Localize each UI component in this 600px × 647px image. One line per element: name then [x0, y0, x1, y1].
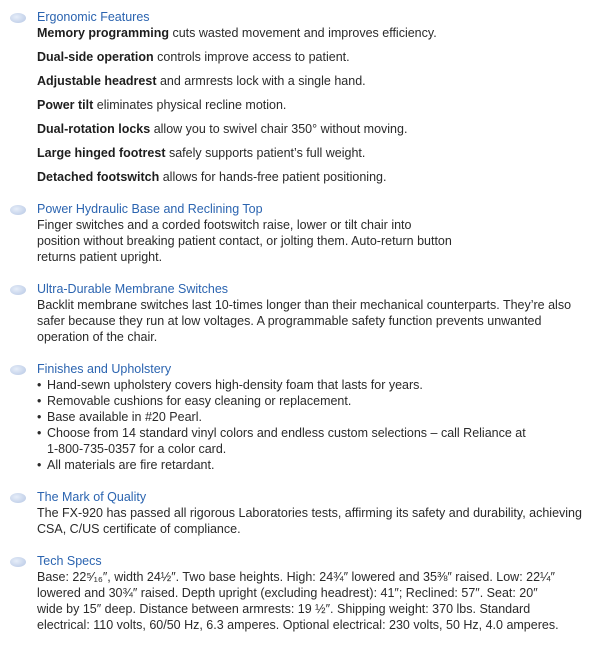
- finishes-list: [37, 377, 593, 473]
- section-heading: The Mark of Quality: [37, 490, 147, 504]
- body-line: safer because they run at low voltages. A programmable safety function prevents unwanted: [37, 314, 542, 328]
- feature-adjustable-headrest: Adjustable headrest and armrests lock with a single hand.: [37, 74, 366, 88]
- list-item: [37, 425, 593, 457]
- section-heading: Tech Specs: [37, 554, 102, 568]
- section-heading: Finishes and Upholstery: [37, 362, 172, 376]
- body-line: position without breaking patient contact, or jolting them. Auto-return button: [37, 234, 452, 248]
- section-mark-of-quality: [0, 489, 600, 539]
- list-item-text: • Choose from 14 standard vinyl colors and endless custom selections – call Reliance at: [47, 426, 526, 440]
- section-tech-specs: [0, 553, 600, 635]
- section-membrane-switches: [0, 281, 600, 347]
- body-line: operation of the chair.: [37, 330, 158, 344]
- section-finishes-upholstery: [0, 361, 600, 475]
- feature-dual-side-operation: Dual-side operation controls improve access to patient.: [37, 50, 350, 64]
- section-power-hydraulic: [0, 201, 600, 267]
- list-item: • Base available in #20 Pearl.: [37, 409, 593, 425]
- feature-dual-rotation-locks: Dual-rotation locks allow you to swivel chair 350° without moving.: [37, 122, 408, 136]
- section-body: [37, 569, 593, 633]
- feature-memory-programming: Memory programming cuts wasted movement and improves efficiency.: [37, 26, 437, 40]
- list-item: • Removable cushions for easy cleaning or replacement.: [37, 393, 593, 409]
- section-bullet-icon: [10, 285, 26, 295]
- section-ergonomic-features: [0, 9, 600, 185]
- feature-detached-footswitch: Detached footswitch allows for hands-free patient positioning.: [37, 170, 387, 184]
- section-body: [37, 217, 593, 265]
- list-item: • Hand-sewn upholstery covers high-density foam that lasts for years.: [37, 377, 593, 393]
- body-line: Backlit membrane switches last 10-times longer than their mechanical counterparts. They’re also: [37, 298, 572, 312]
- body-line: The FX-920 has passed all rigorous Laboratories tests, affirming its safety and durability, achieving: [37, 506, 582, 520]
- section-heading: Ergonomic Features: [37, 10, 150, 24]
- section-body: [37, 297, 593, 345]
- body-line: electrical: 110 volts, 60/50 Hz, 6.3 amperes. Optional electrical: 230 volts, 50 Hz, 4.0 amperes.: [37, 618, 559, 632]
- body-line: wide by 15″ deep. Distance between armrests: 19 ½″. Shipping weight: 370 lbs. Standard: [37, 602, 531, 616]
- feature-large-hinged-footrest: Large hinged footrest safely supports patient’s full weight.: [37, 146, 366, 160]
- body-line: CSA, C/US certificate of compliance.: [37, 522, 241, 536]
- body-line: Finger switches and a corded footswitch raise, lower or tilt chair into: [37, 218, 412, 232]
- section-bullet-icon: [10, 557, 26, 567]
- feature-power-tilt: Power tilt eliminates physical recline motion.: [37, 98, 287, 112]
- section-bullet-icon: [10, 365, 26, 375]
- section-bullet-icon: [10, 13, 26, 23]
- section-body: [37, 505, 593, 537]
- section-bullet-icon: [10, 493, 26, 503]
- list-item: • All materials are fire retardant.: [37, 457, 593, 473]
- section-heading: Ultra-Durable Membrane Switches: [37, 282, 229, 296]
- list-item-continuation: 1-800-735-0357 for a color card.: [47, 442, 227, 456]
- section-heading: Power Hydraulic Base and Reclining Top: [37, 202, 263, 216]
- section-bullet-icon: [10, 205, 26, 215]
- body-line: Base: 22⁵⁄₁₆″, width 24½″. Two base heights. High: 24¾″ lowered and 35⅜″ raised. Low: 22¼″: [37, 570, 555, 584]
- body-line: returns patient upright.: [37, 250, 163, 264]
- body-line: lowered and 30¾″ raised. Depth upright (excluding headrest): 41″; Reclined: 57″. Seat: 20″: [37, 586, 538, 600]
